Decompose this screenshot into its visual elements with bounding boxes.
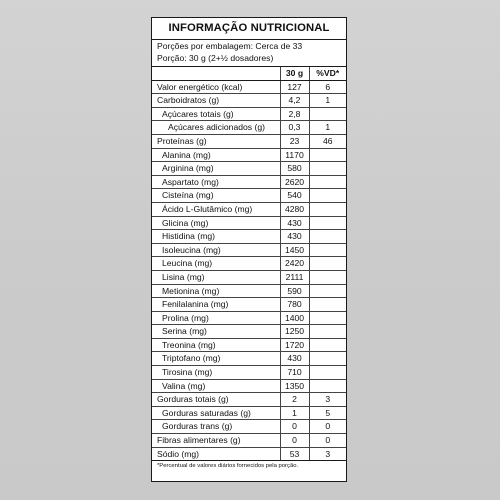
table-row <box>152 338 346 352</box>
footnote: *Percentual de valores diários fornecidos pela porção. <box>157 463 299 470</box>
nutrient-amount: 590 <box>280 284 309 298</box>
nutrient-vd: 0 <box>309 434 346 448</box>
nutrient-name: Gorduras saturadas (g) <box>152 406 280 420</box>
table-row <box>152 162 346 176</box>
nutrient-amount: 2 <box>280 393 309 407</box>
nutrient-vd <box>309 257 346 271</box>
nutrient-vd <box>309 148 346 162</box>
nutrient-amount: 1250 <box>280 325 309 339</box>
nutrient-amount: 1400 <box>280 311 309 325</box>
nutrient-amount: 0,3 <box>280 121 309 135</box>
nutrient-name: Gorduras totais (g) <box>152 393 280 407</box>
table-row <box>152 393 346 407</box>
header-vd: %VD* <box>309 67 346 80</box>
nutrient-vd: 1 <box>309 94 346 108</box>
nutrient-name: Leucina (mg) <box>152 257 280 271</box>
nutrient-amount: 580 <box>280 162 309 176</box>
nutrient-amount: 23 <box>280 134 309 148</box>
table-row <box>152 325 346 339</box>
nutrient-name: Tirosina (mg) <box>152 366 280 380</box>
nutrient-amount: 1720 <box>280 338 309 352</box>
header-amount: 30 g <box>280 67 309 80</box>
table-row <box>152 447 346 461</box>
nutrient-name: Serina (mg) <box>152 325 280 339</box>
nutrient-name: Arginina (mg) <box>152 162 280 176</box>
nutrient-amount: 1350 <box>280 379 309 393</box>
nutrient-name: Gorduras trans (g) <box>152 420 280 434</box>
nutrient-vd: 46 <box>309 134 346 148</box>
nutrient-amount: 127 <box>280 80 309 94</box>
nutrient-vd <box>309 311 346 325</box>
nutrient-name: Metionina (mg) <box>152 284 280 298</box>
nutrient-amount: 2420 <box>280 257 309 271</box>
nutrient-name: Aspartato (mg) <box>152 175 280 189</box>
nutrient-name: Açúcares adicionados (g) <box>152 121 280 135</box>
table-row <box>152 189 346 203</box>
table-row <box>152 202 346 216</box>
table-row <box>152 366 346 380</box>
nutrient-name: Lisina (mg) <box>152 270 280 284</box>
table-row <box>152 134 346 148</box>
nutrient-vd <box>309 175 346 189</box>
table-header-row <box>152 67 346 80</box>
nutrient-amount: 430 <box>280 216 309 230</box>
nutrient-vd <box>309 284 346 298</box>
nutrient-vd <box>309 243 346 257</box>
nutrient-vd <box>309 352 346 366</box>
nutrient-amount: 780 <box>280 298 309 312</box>
nutrient-vd <box>309 107 346 121</box>
nutrient-amount: 53 <box>280 447 309 461</box>
table-row <box>152 311 346 325</box>
nutrient-vd: 3 <box>309 447 346 461</box>
nutrient-amount: 4280 <box>280 202 309 216</box>
nutrient-vd <box>309 379 346 393</box>
nutrient-name: Prolina (mg) <box>152 311 280 325</box>
nutrient-vd <box>309 202 346 216</box>
nutrient-vd <box>309 338 346 352</box>
table-row <box>152 284 346 298</box>
nutrient-name: Histidina (mg) <box>152 230 280 244</box>
table-row <box>152 216 346 230</box>
nutrition-facts-label <box>151 17 347 482</box>
nutrition-table <box>152 67 346 461</box>
nutrient-vd <box>309 230 346 244</box>
nutrient-vd <box>309 189 346 203</box>
nutrient-vd: 0 <box>309 420 346 434</box>
nutrient-amount: 2620 <box>280 175 309 189</box>
header-blank <box>152 67 280 80</box>
nutrient-name: Treonina (mg) <box>152 338 280 352</box>
nutrient-name: Valina (mg) <box>152 379 280 393</box>
nutrient-name: Carboidratos (g) <box>152 94 280 108</box>
table-row <box>152 434 346 448</box>
table-row <box>152 94 346 108</box>
table-row <box>152 148 346 162</box>
table-row <box>152 243 346 257</box>
nutrient-amount: 2111 <box>280 270 309 284</box>
nutrient-amount: 710 <box>280 366 309 380</box>
table-row <box>152 230 346 244</box>
nutrient-vd: 1 <box>309 121 346 135</box>
serving-info <box>152 40 346 67</box>
table-row <box>152 175 346 189</box>
nutrient-name: Ácido L-Glutâmico (mg) <box>152 202 280 216</box>
table-row <box>152 107 346 121</box>
nutrient-amount: 540 <box>280 189 309 203</box>
nutrient-name: Fenilalanina (mg) <box>152 298 280 312</box>
nutrient-name: Alanina (mg) <box>152 148 280 162</box>
nutrient-amount: 0 <box>280 420 309 434</box>
nutrient-vd <box>309 162 346 176</box>
nutrient-name: Proteínas (g) <box>152 134 280 148</box>
table-row <box>152 257 346 271</box>
nutrient-vd <box>309 325 346 339</box>
nutrient-vd: 3 <box>309 393 346 407</box>
nutrient-amount: 1170 <box>280 148 309 162</box>
nutrient-amount: 2,8 <box>280 107 309 121</box>
nutrient-name: Fibras alimentares (g) <box>152 434 280 448</box>
nutrient-amount: 1 <box>280 406 309 420</box>
table-row <box>152 406 346 420</box>
nutrient-vd: 5 <box>309 406 346 420</box>
table-row <box>152 121 346 135</box>
nutrient-vd <box>309 270 346 284</box>
nutrient-vd <box>309 298 346 312</box>
table-row <box>152 80 346 94</box>
nutrient-amount: 1450 <box>280 243 309 257</box>
portions-per-package: Porções por embalagem: Cerca de 33 <box>157 41 303 51</box>
table-row <box>152 420 346 434</box>
table-row <box>152 379 346 393</box>
table-row <box>152 270 346 284</box>
nutrient-name: Sódio (mg) <box>152 447 280 461</box>
nutrient-name: Valor energético (kcal) <box>152 80 280 94</box>
portion-size: Porção: 30 g (2+½ dosadores) <box>157 52 274 63</box>
nutrient-vd <box>309 216 346 230</box>
nutrient-amount: 0 <box>280 434 309 448</box>
nutrient-name: Triptofano (mg) <box>152 352 280 366</box>
nutrient-name: Açúcares totais (g) <box>152 107 280 121</box>
nutrient-amount: 4,2 <box>280 94 309 108</box>
nutrient-vd: 6 <box>309 80 346 94</box>
nutrient-amount: 430 <box>280 352 309 366</box>
nutrient-name: Cisteína (mg) <box>152 189 280 203</box>
label-title: INFORMAÇÃO NUTRICIONAL <box>152 18 346 40</box>
nutrient-vd <box>309 366 346 380</box>
nutrient-name: Glicina (mg) <box>152 216 280 230</box>
nutrient-amount: 430 <box>280 230 309 244</box>
nutrient-name: Isoleucina (mg) <box>152 243 280 257</box>
table-row <box>152 298 346 312</box>
nutrient-rows <box>152 80 346 461</box>
table-row <box>152 352 346 366</box>
